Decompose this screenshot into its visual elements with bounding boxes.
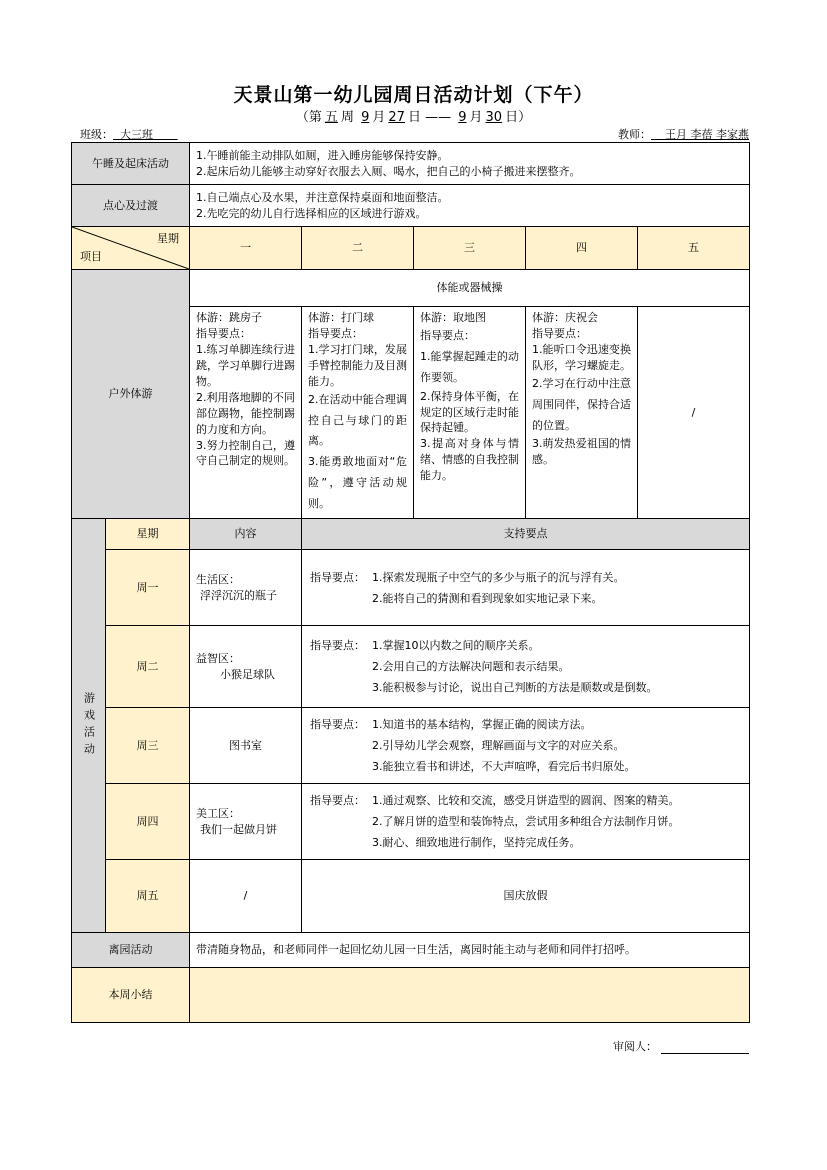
games-row [72,708,750,784]
outdoor-day-cell [414,307,526,519]
class-value: 大三班 [120,128,153,141]
snack-line: 1.自己端点心及水果，并注意保持桌面和地面整洁。 [196,190,449,204]
snack-content [190,185,750,227]
activity-plan-table [71,142,750,1023]
outdoor-banner: 体能或器械操 [190,270,750,307]
month-label: 月 [372,110,386,125]
subtitle-suffix: 日） [505,110,532,125]
points-label: 指导要点： [310,639,365,653]
games-row [72,550,750,626]
outdoor-label: 户外体游 [72,270,190,519]
teacher-value: 王月 李蓓 李家燕 [665,128,749,141]
corner-item-label: 项目 [80,250,102,264]
games-content [190,784,302,860]
weekday-header: 四 [526,227,638,270]
snack-row [72,185,750,227]
outdoor-point: 1.能听口令迅速变换队形，学习螺旋走。 [532,342,631,372]
outdoor-guide-label: 指导要点： [532,326,587,340]
weekday-header: 二 [302,227,414,270]
summary-content[interactable] [190,968,750,1023]
outdoor-day-cell [190,307,302,519]
games-point: 3.耐心、细致地进行制作，坚持完成任务。 [372,836,581,850]
points-label: 指导要点： [310,794,365,808]
corner-header [72,227,190,270]
outdoor-day-cell [638,307,750,519]
teacher-label: 教师： [618,128,651,141]
points-label: 指导要点： [310,570,365,584]
games-content [190,708,302,784]
outdoor-day-cell [526,307,638,519]
outdoor-banner-row [72,270,750,307]
class-info [80,126,177,142]
games-activity: 我们一起做月饼 [200,822,277,836]
games-day: 周一 [106,550,190,626]
weekday-header: 五 [638,227,750,270]
reviewer-signature-line[interactable] [661,1041,749,1054]
start-month: 9 [361,110,370,125]
games-area: 美工区： [196,806,240,820]
weekday-header: 三 [414,227,526,270]
subtitle-prefix: （第 [295,110,322,125]
nap-content [190,143,750,185]
week-number: 五 [324,110,338,125]
games-activity: / [243,889,248,903]
end-month: 9 [458,110,467,125]
games-point: 1.通过观察、比较和交流，感受月饼造型的圆润、图案的精美。 [372,794,680,808]
weekday-header-row [72,227,750,270]
nap-line: 1.午睡前能主动排队如厕，进入睡房能够保持安静。 [196,148,449,162]
games-area: 生活区： [196,572,240,586]
games-content [190,550,302,626]
games-row [72,626,750,708]
games-points [302,550,750,626]
games-point: 1.掌握10以内数之间的顺序关系。 [372,639,540,653]
outdoor-guide-label: 指导要点： [308,326,363,340]
games-col-points: 支持要点 [302,519,750,550]
outdoor-point: 2.学习在行动中注意周围同伴，保持合适的位置。 [532,376,631,432]
outdoor-point: 1.练习单脚连续行进跳，学习单脚行进踢物。 [196,342,295,388]
games-point: 3.能积极参与讨论，说出自己判断的方法是顺数或是倒数。 [372,681,658,695]
games-activity: 图书室 [229,738,262,752]
summary-label: 本周小结 [72,968,190,1023]
class-label: 班级： [80,128,113,141]
outdoor-game: 体游：打门球 [308,311,374,324]
games-day: 周四 [106,784,190,860]
leave-content: 带清随身物品，和老师同伴一起回忆幼儿园一日生活，离园时能主动与老师和同伴打招呼。 [190,933,750,968]
games-area: 益智区： [196,651,240,665]
teacher-info [618,126,749,142]
games-point: 2.会用自己的方法解决问题和表示结果。 [372,660,570,674]
games-points [302,860,750,933]
games-label-cell [72,519,106,933]
snack-label: 点心及过渡 [72,185,190,227]
reviewer-signature [613,1038,749,1054]
outdoor-day-cell [302,307,414,519]
games-point: 2.引导幼儿学会观察，理解画面与文字的对应关系。 [372,739,625,753]
games-content [190,860,302,933]
date-separator: —— [425,110,452,125]
games-points [302,784,750,860]
start-day: 27 [388,110,405,125]
nap-row [72,143,750,185]
games-activity: 浮浮沉沉的瓶子 [200,588,277,602]
outdoor-game: 体游：跳房子 [196,311,262,324]
games-header-row [72,519,750,550]
games-activity: 小猴足球队 [220,667,275,681]
points-label: 指导要点： [310,718,365,732]
outdoor-point: 2.利用落地脚的不同部位踢物，能控制踢的力度和方向。 [196,390,295,436]
end-day: 30 [485,110,503,125]
games-point: 1.知道书的基本结构，掌握正确的阅读方法。 [372,718,592,732]
nap-line: 2.起床后幼儿能够主动穿好衣服去入厕、喝水，把自己的小椅子搬进来摆整齐。 [196,164,581,178]
outdoor-point: 1.能掌握起踵走的动作要领。 [420,349,519,384]
games-point: 3.能独立看书和讲述，不大声喧哗，看完后书归原处。 [372,760,636,774]
games-point: 1.探索发现瓶子中空气的多少与瓶子的沉与浮有关。 [372,570,625,584]
outdoor-empty-mark: / [691,405,696,419]
weekday-header: 一 [190,227,302,270]
outdoor-point: 2.保持身体平衡，在规定的区域行走时能保持起锺。 [420,389,519,435]
leave-row [72,933,750,968]
week-suffix: 周 [340,110,354,125]
reviewer-label: 审阅人： [613,1040,657,1053]
outdoor-point: 3.萌发热爱祖国的情感。 [532,437,631,467]
date-range [0,106,827,125]
nap-label: 午睡及起床活动 [72,143,190,185]
outdoor-point: 1.学习打门球，发展手臂控制能力及目测能力。 [308,342,407,388]
games-row [72,860,750,933]
games-col-content: 内容 [190,519,302,550]
leave-label: 离园活动 [72,933,190,968]
outdoor-guide-label: 指导要点： [420,328,475,342]
games-row [72,784,750,860]
holiday-note: 国庆放假 [503,889,548,903]
games-day: 周二 [106,626,190,708]
snack-line: 2.先吃完的幼儿自行选择相应的区域进行游戏。 [196,206,427,220]
outdoor-game: 体游：取地图 [420,311,486,324]
games-day: 周三 [106,708,190,784]
games-content [190,626,302,708]
outdoor-point: 3.能勇敢地面对“危险”，遵守活动规则。 [308,455,407,511]
outdoor-game: 体游：庆祝会 [532,311,598,324]
games-col-day: 星期 [106,519,190,550]
outdoor-point: 3.努力控制自己，遵守自己制定的规则。 [196,438,295,468]
outdoor-point: 2.在活动中能合理调控自己与球门的距离。 [308,392,407,448]
games-label: 游戏活动 [82,691,96,760]
month-label: 月 [469,110,483,125]
summary-row [72,968,750,1023]
outdoor-guide-label: 指导要点： [196,326,251,340]
games-point: 2.了解月饼的造型和装饰特点，尝试用多种组合方法制作月饼。 [372,815,680,829]
corner-weekday-label: 星期 [157,232,179,245]
games-points [302,708,750,784]
games-point: 2.能将自己的猜测和看到现象如实地记录下来。 [372,591,603,605]
games-day: 周五 [106,860,190,933]
games-points [302,626,750,708]
page-title: 天景山第一幼儿园周日活动计划（下午） [233,84,594,106]
day-label: 日 [407,110,421,125]
outdoor-point: 3.提高对身体与情绪、情感的自我控制能力。 [420,437,519,483]
